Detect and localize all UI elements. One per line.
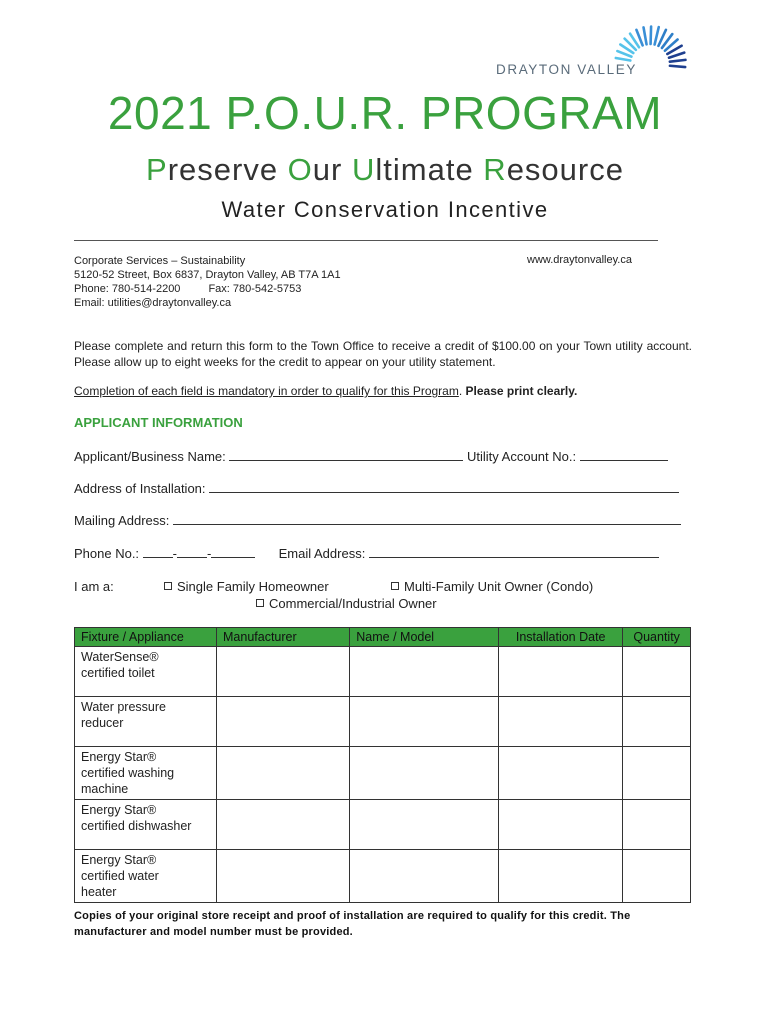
subtitle-letter-u: U bbox=[351, 152, 376, 187]
email-field[interactable] bbox=[369, 547, 659, 558]
installation-address-row bbox=[74, 481, 679, 496]
table-row bbox=[75, 800, 691, 850]
table-header-row bbox=[75, 628, 691, 647]
option-label: Commercial/Industrial Owner bbox=[269, 596, 437, 611]
program-subtitle bbox=[0, 152, 770, 188]
logo-ray bbox=[670, 66, 685, 67]
fixture-line: certified dishwasher bbox=[81, 819, 192, 833]
table-row bbox=[75, 747, 691, 800]
option-single-family[interactable] bbox=[164, 579, 329, 594]
phone-separator: - bbox=[207, 546, 212, 561]
fixture-line: certified toilet bbox=[81, 666, 155, 680]
incentive-subtitle: Water Conservation Incentive bbox=[221, 197, 549, 222]
manufacturer-cell[interactable] bbox=[217, 747, 350, 800]
mandatory-underlined: Completion of each field is mandatory in order to qualify for this Program bbox=[74, 384, 459, 398]
fixture-cell bbox=[75, 647, 217, 697]
account-number-field[interactable] bbox=[580, 450, 668, 461]
section-heading: APPLICANT INFORMATION bbox=[74, 415, 243, 430]
footer-note: Copies of your original store receipt and proof of installation are required to qualify for this credit. The manufacturer and model number must be provided. bbox=[74, 910, 631, 938]
email-label: Email Address: bbox=[278, 546, 366, 561]
quantity-cell[interactable] bbox=[623, 647, 691, 697]
quantity-cell[interactable] bbox=[623, 850, 691, 903]
model-cell[interactable] bbox=[350, 850, 499, 903]
fixture-line: Energy Star® bbox=[81, 853, 157, 867]
model-cell[interactable] bbox=[350, 800, 499, 850]
logo-ray bbox=[670, 60, 686, 62]
header-installation-date: Installation Date bbox=[499, 628, 623, 647]
table-row bbox=[75, 647, 691, 697]
applicant-name-field[interactable] bbox=[229, 450, 463, 461]
contact-address: 5120-52 Street, Box 6837, Drayton Valley, AB T7A 1A1 bbox=[74, 269, 341, 281]
mandatory-note bbox=[74, 384, 577, 398]
subtitle-letter-p: P bbox=[146, 152, 168, 187]
logo-ray bbox=[669, 53, 684, 58]
phone-label: Phone No.: bbox=[74, 546, 140, 561]
phone-area-field[interactable] bbox=[143, 547, 173, 558]
website-link[interactable]: www.draytonvalley.ca bbox=[527, 254, 632, 266]
contact-email[interactable]: Email: utilities@draytonvalley.ca bbox=[74, 297, 232, 309]
checkbox-icon[interactable] bbox=[164, 582, 172, 590]
subtitle-letter-r: R bbox=[483, 152, 507, 187]
header-manufacturer: Manufacturer bbox=[217, 628, 350, 647]
manufacturer-cell[interactable] bbox=[217, 800, 350, 850]
mailing-address-row bbox=[74, 513, 681, 528]
fixture-line: Energy Star® bbox=[81, 750, 157, 764]
logo-text: DRAYTON VALLEY bbox=[496, 62, 637, 77]
installation-address-field[interactable] bbox=[209, 482, 679, 493]
mailing-address-label: Mailing Address: bbox=[74, 513, 170, 528]
manufacturer-cell[interactable] bbox=[217, 647, 350, 697]
quantity-cell[interactable] bbox=[623, 697, 691, 747]
subtitle-word-esource: esource bbox=[506, 152, 624, 187]
fixture-cell bbox=[75, 747, 217, 800]
fixture-line: machine bbox=[81, 782, 129, 796]
fixture-cell bbox=[75, 850, 217, 903]
fixture-line: heater bbox=[81, 885, 117, 899]
subtitle-word-ur: ur bbox=[312, 152, 352, 187]
drayton-valley-logo bbox=[490, 18, 690, 80]
logo-ray bbox=[655, 27, 659, 44]
fixture-cell bbox=[75, 697, 217, 747]
intro-paragraph: Please complete and return this form to the Town Office to receive a credit of $100.00 on your Town utility account. Please allow up to eight weeks for the credit to appear on your utility statement. bbox=[74, 339, 692, 369]
header-fixture: Fixture / Appliance bbox=[75, 628, 217, 647]
print-clearly: Please print clearly. bbox=[465, 384, 578, 398]
fixture-line: reducer bbox=[81, 716, 124, 730]
mandatory-period: . bbox=[458, 384, 466, 398]
fixture-line: WaterSense® bbox=[81, 650, 159, 664]
contact-block bbox=[74, 254, 341, 310]
logo-ray bbox=[644, 27, 647, 44]
model-cell[interactable] bbox=[350, 647, 499, 697]
applicant-name-label: Applicant/Business Name: bbox=[74, 449, 226, 464]
manufacturer-cell[interactable] bbox=[217, 850, 350, 903]
subtitle-letter-o: O bbox=[287, 152, 313, 187]
option-multi-family[interactable] bbox=[391, 579, 593, 594]
contact-phone-fax bbox=[74, 282, 341, 296]
phone-separator: - bbox=[172, 546, 178, 561]
mailing-address-field[interactable] bbox=[173, 514, 681, 525]
model-cell[interactable] bbox=[350, 747, 499, 800]
fixture-line: Water pressure bbox=[81, 700, 166, 714]
name-account-row bbox=[74, 449, 668, 464]
logo-ray bbox=[616, 58, 630, 61]
date-cell[interactable] bbox=[499, 697, 623, 747]
option-commercial[interactable] bbox=[256, 596, 437, 611]
model-cell[interactable] bbox=[350, 697, 499, 747]
date-cell[interactable] bbox=[499, 747, 623, 800]
fixture-table bbox=[74, 627, 691, 903]
checkbox-icon[interactable] bbox=[391, 582, 399, 590]
logo-ray bbox=[651, 27, 652, 44]
divider-rule bbox=[74, 240, 658, 241]
phone-prefix-field[interactable] bbox=[177, 547, 207, 558]
page-title: 2021 P.O.U.R. PROGRAM bbox=[107, 87, 663, 139]
contact-dept: Corporate Services – Sustainability bbox=[74, 255, 246, 267]
header-model: Name / Model bbox=[350, 628, 499, 647]
checkbox-icon[interactable] bbox=[256, 599, 264, 607]
option-label: Multi-Family Unit Owner (Condo) bbox=[404, 579, 594, 594]
date-cell[interactable] bbox=[499, 800, 623, 850]
contact-phone: Phone: 780-514-2200 bbox=[74, 283, 181, 295]
manufacturer-cell[interactable] bbox=[217, 697, 350, 747]
fixture-line: Energy Star® bbox=[81, 803, 157, 817]
iam-label: I am a: bbox=[74, 579, 114, 594]
fixture-cell bbox=[75, 800, 217, 850]
fixture-line: certified water bbox=[81, 869, 159, 883]
table-row bbox=[75, 697, 691, 747]
phone-email-row bbox=[74, 546, 659, 561]
date-cell[interactable] bbox=[499, 647, 623, 697]
date-cell[interactable] bbox=[499, 850, 623, 903]
subtitle-word-ltimate: ltimate bbox=[375, 152, 484, 187]
quantity-cell[interactable] bbox=[623, 800, 691, 850]
header-quantity: Quantity bbox=[623, 628, 691, 647]
option-label: Single Family Homeowner bbox=[177, 579, 329, 594]
quantity-cell[interactable] bbox=[623, 747, 691, 800]
phone-line-field[interactable] bbox=[211, 547, 255, 558]
installation-address-label: Address of Installation: bbox=[74, 481, 206, 496]
account-label: Utility Account No.: bbox=[467, 449, 577, 464]
table-row bbox=[75, 850, 691, 903]
contact-fax: Fax: 780-542-5753 bbox=[208, 283, 302, 295]
subtitle-word-reserve: reserve bbox=[167, 152, 288, 187]
fixture-line: certified washing bbox=[81, 766, 175, 780]
